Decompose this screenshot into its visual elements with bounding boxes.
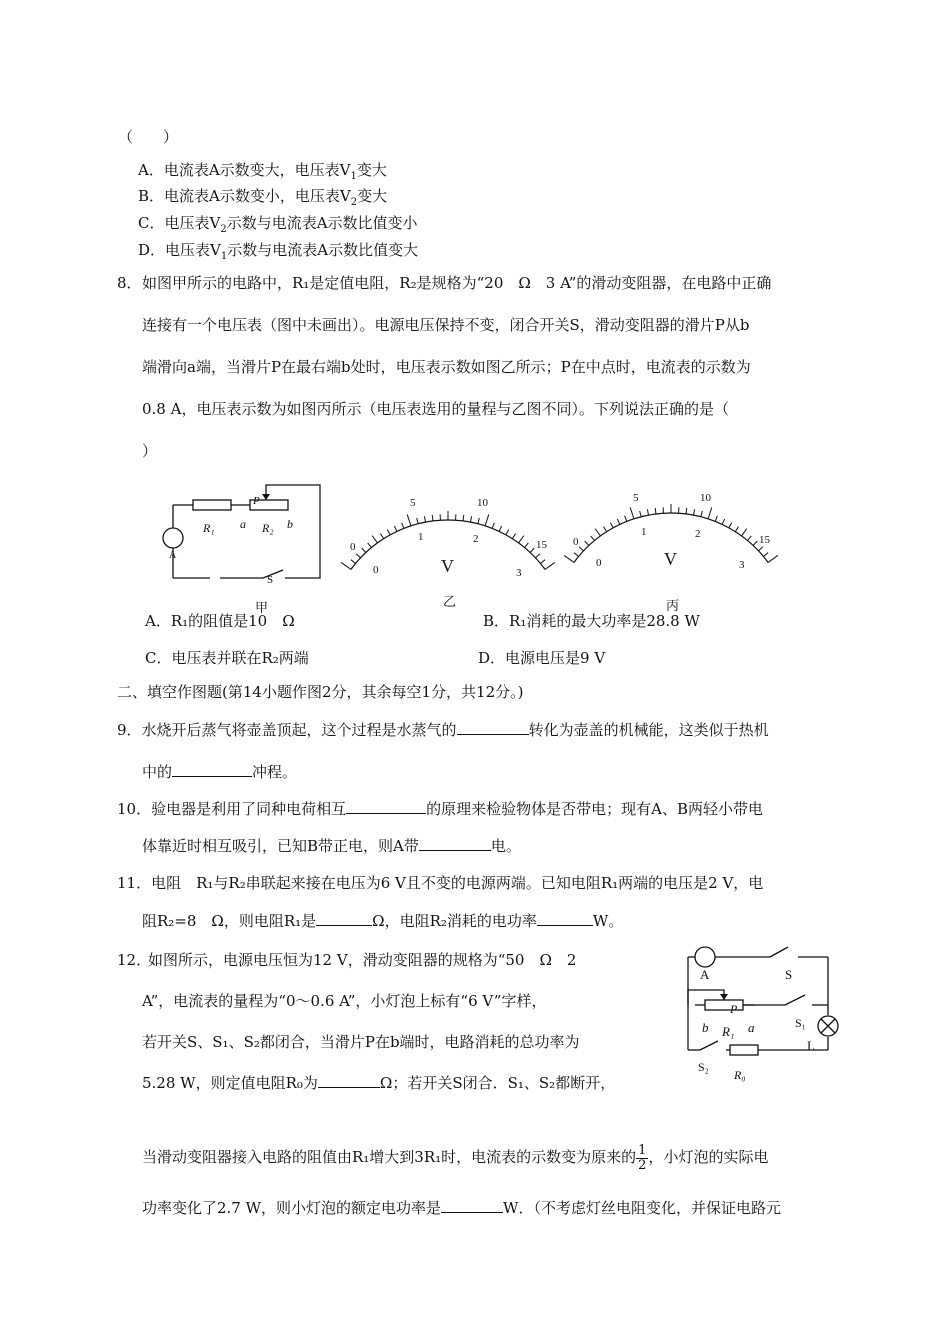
q12-s2-label: S₂	[698, 1060, 709, 1074]
q9-line1	[117, 720, 769, 740]
q7-option-letter: B．	[138, 187, 165, 205]
q7-option-text: 电流表A示数变小，电压表V	[164, 187, 351, 205]
scale-tick	[417, 518, 418, 524]
q7-option-c	[138, 213, 418, 240]
q9-blank-1[interactable]	[457, 720, 529, 735]
q9-text-d: 冲程。	[252, 763, 298, 781]
scale-tick	[564, 555, 574, 562]
q12-r0-label: R₀	[734, 1068, 746, 1082]
q12-r1-label: R₁	[722, 1024, 735, 1039]
scale-tick	[499, 526, 502, 531]
figure-yi-voltmeter	[340, 480, 555, 610]
scale-tick	[595, 529, 600, 536]
yi-upper-0: 0	[350, 541, 356, 553]
scale-tick	[763, 553, 768, 557]
scale-tick	[585, 541, 589, 545]
q7-option-letter: D．	[138, 241, 166, 259]
q10-number: 10．	[117, 800, 152, 818]
q10-text-a: 验电器是利用了同种电荷相互	[151, 800, 347, 818]
scale-tick	[722, 519, 725, 524]
scale-tick	[686, 508, 687, 514]
q12-l-label: L	[807, 1038, 815, 1053]
bing-lower-3: 3	[739, 559, 745, 571]
scale-tick	[545, 562, 555, 569]
yi-lower-3: 3	[516, 567, 522, 579]
scale-tick	[758, 547, 762, 551]
scale-tick	[747, 536, 751, 541]
scale-tick	[394, 526, 397, 531]
scale-tick	[506, 530, 509, 535]
scale-tick	[701, 511, 702, 517]
jia-switch-label: S	[267, 574, 274, 586]
scale-tick	[655, 508, 656, 514]
yi-lower-2: 2	[473, 533, 479, 545]
bing-upper-10: 10	[700, 492, 711, 504]
q8-line5: ）	[142, 442, 158, 460]
q11-text-a: 电阻 R₁与R₂串联起来接在电压为6 V且不变的电源两端。已知电阻R₁两端的电压是2 V，电	[151, 874, 764, 892]
scale-tick	[485, 514, 489, 525]
jia-a-label: a	[240, 517, 246, 531]
bing-upper-5: 5	[633, 492, 639, 504]
scale-tick	[753, 541, 757, 545]
fraction-numerator: 1	[638, 1142, 647, 1158]
scale-tick	[574, 553, 579, 557]
q12-text-6b: W．（不考虑灯丝电阻变化，并保证电路元	[503, 1199, 781, 1217]
q10-text-b: 的原理来检验物体是否带电；现有A、B两轻小带电	[426, 800, 763, 818]
figure-q12-circuit	[660, 935, 845, 1085]
q12-s-label: S	[785, 967, 793, 982]
q12-line5	[142, 1140, 768, 1174]
scale-tick	[647, 509, 648, 515]
q10-text-d: 电。	[490, 837, 521, 855]
q12-blank-1[interactable]	[318, 1073, 380, 1088]
bing-upper-15: 15	[759, 534, 770, 546]
q12-s1-label: S₁	[795, 1016, 806, 1030]
fraction-denominator: 2	[638, 1157, 647, 1173]
q8-line1: 如图甲所示的电路中，R₁是定值电阻，R₂是规格为“20 Ω 3 A”的滑动变阻器，在电路中正确	[142, 274, 772, 292]
q10-text-c: 体靠近时相互吸引，已知B带正电，则A带	[142, 837, 419, 855]
q11-text-c: Ω，电阻R₂消耗的电功率	[372, 912, 537, 930]
q7-option-subscript: 1	[220, 251, 228, 262]
yi-caption: 乙	[443, 594, 457, 609]
q12-text-6a: 功率变化了2.7 W，则小灯泡的额定电功率是	[142, 1199, 442, 1217]
scale-tick	[492, 523, 494, 529]
scale-tick	[535, 554, 539, 558]
scale-tick	[356, 554, 360, 558]
q8-option-c: C．电压表并联在R₂两端	[145, 649, 309, 667]
bing-lower-2: 2	[695, 528, 701, 540]
q7-option-subscript: 1	[350, 171, 357, 182]
figure-bing-voltmeter	[565, 475, 780, 613]
q11-line1	[117, 873, 763, 893]
q8-option-d: D．电源电压是9 V	[478, 649, 606, 667]
q7-option-after: 变大	[356, 161, 387, 179]
scale-tick	[512, 534, 515, 539]
yi-upper-5: 5	[410, 497, 416, 509]
scale-tick	[478, 518, 479, 524]
scale-tick	[742, 529, 747, 536]
scale-tick	[708, 507, 712, 518]
q9-text-a: 水烧开后蒸气将壶盖顶起，这个过程是水蒸气的	[141, 721, 457, 739]
scale-tick	[341, 562, 351, 569]
scale-tick	[591, 536, 595, 541]
q8-option-a: A．R₁的阻值是10 Ω	[145, 612, 295, 630]
q7-paren: （ ）	[118, 128, 179, 146]
scale-tick	[735, 527, 738, 532]
scale-tick	[380, 534, 383, 539]
scale-tick	[368, 543, 372, 548]
bing-upper-0: 0	[573, 536, 579, 548]
q7-option-text: 电压表V	[164, 214, 221, 232]
scale-tick	[362, 548, 366, 552]
scale-tick	[579, 547, 583, 551]
yi-v-symbol: V	[441, 556, 454, 576]
q7-option-a	[138, 160, 387, 187]
yi-lower-1: 1	[418, 531, 424, 543]
figure-jia-circuit	[155, 470, 330, 615]
q12-text-4b: Ω；若开关S闭合．S₁、S₂都断开，	[379, 1074, 616, 1092]
q10-blank-1[interactable]	[346, 799, 426, 814]
scale-tick	[630, 507, 634, 518]
q12-text-4a: 5.28 W，则定值电阻R₀为	[142, 1074, 318, 1092]
q11-blank-1[interactable]	[316, 911, 372, 926]
q9-number: 9．	[117, 721, 142, 739]
yi-upper-10: 10	[477, 497, 488, 509]
scale-tick	[610, 523, 613, 528]
q12-line1: 如图所示，电源电压恒为12 V，滑动变阻器的规格为“50 Ω 2	[148, 951, 577, 969]
q7-option-subscript: 2	[350, 197, 358, 208]
scale-tick	[540, 560, 545, 564]
q7-option-letter: A．	[138, 161, 164, 179]
q8-option-b: B．R₁消耗的最大功率是28.8 W	[483, 612, 700, 630]
q11-line2	[142, 911, 623, 931]
q11-blank-2[interactable]	[537, 911, 593, 926]
q7-option-text: 电流表A示数变大，电压表V	[163, 161, 351, 179]
q12-p-label: P	[730, 1002, 738, 1016]
q9-blank-2[interactable]	[172, 762, 252, 777]
scale-tick	[625, 516, 627, 522]
scale-tick	[387, 530, 390, 535]
q12-blank-2[interactable]	[441, 1198, 503, 1213]
scale-tick	[351, 560, 356, 564]
bing-v-symbol: V	[664, 549, 677, 569]
q7-option-after: 示数与电流表A示数比值变小	[226, 214, 418, 232]
q12-line6	[142, 1198, 781, 1218]
scale-tick	[693, 509, 694, 515]
q8-line2: 连接有一个电压表（图中未画出）。电源电压保持不变，闭合开关S，滑动变阻器的滑片P从b	[142, 316, 750, 334]
scale-tick	[530, 548, 534, 552]
scale-tick	[407, 514, 411, 525]
jia-ammeter-label: A	[169, 550, 177, 561]
scale-tick	[424, 516, 425, 522]
jia-b-label: b	[287, 517, 293, 531]
q9-line2	[142, 762, 297, 782]
scale-tick	[617, 519, 620, 524]
q12-a-label: a	[748, 1020, 755, 1035]
jia-caption: 甲	[255, 600, 269, 615]
q7-option-subscript: 2	[220, 224, 227, 235]
q8-number: 8．	[117, 274, 142, 292]
q12-b-label: b	[702, 1020, 709, 1035]
q12-ammeter-label: A	[700, 967, 710, 982]
scale-tick	[463, 515, 464, 521]
yi-lower-0: 0	[373, 564, 379, 576]
fraction-one-half	[636, 1144, 648, 1173]
q7-option-after: 变大	[357, 187, 388, 205]
q12-number: 12．	[117, 951, 152, 969]
yi-upper-15: 15	[536, 539, 547, 551]
section-2-heading: 二、填空作图题(第14小题作图2分，其余每空1分，共12分。)	[117, 683, 524, 701]
q7-option-after: 示数与电流表A示数比值变大	[227, 241, 419, 259]
scale-tick	[729, 523, 732, 528]
q7-option-d	[138, 240, 418, 267]
q12-line4	[142, 1073, 615, 1093]
scale-tick	[715, 516, 717, 522]
q9-text-b: 转化为壶盖的机械能，这类似于热机	[528, 721, 769, 739]
bing-lower-0: 0	[596, 557, 602, 569]
scale-tick	[603, 527, 606, 532]
q10-line1	[117, 799, 763, 819]
q11-text-b: 阻R₂=8 Ω，则电阻R₁是	[142, 912, 317, 930]
bing-lower-1: 1	[641, 526, 647, 538]
scale-tick	[524, 543, 528, 548]
jia-p-label: P	[253, 495, 260, 507]
scale-tick	[768, 555, 778, 562]
scale-tick	[470, 516, 471, 522]
q12-line2: A”，电流表的量程为“0～0.6 A”，小灯泡上标有“6 V”字样，	[142, 992, 547, 1010]
jia-r2-label: R₂	[262, 521, 274, 535]
scale-tick	[640, 511, 641, 517]
bing-caption: 丙	[666, 598, 680, 613]
q7-option-letter: C．	[138, 214, 165, 232]
scale-tick	[372, 536, 377, 543]
q9-text-c: 中的	[142, 763, 173, 781]
jia-r1-label: R₁	[203, 521, 215, 535]
q12-line3: 若开关S、S₁、S₂都闭合，当滑片P在b端时，电路消耗的总功率为	[142, 1033, 580, 1051]
q7-option-text: 电压表V	[165, 241, 221, 259]
q7-option-b	[138, 186, 387, 213]
q11-text-d: W。	[592, 912, 624, 930]
q12-text-5b: ，小灯泡的实际电	[648, 1148, 769, 1166]
scale-tick	[519, 536, 524, 543]
q10-line2	[142, 836, 521, 856]
q12-text-5a: 当滑动变阻器接入电路的阻值由R₁增大到3R₁时，电流表的示数变为原来的	[142, 1148, 637, 1166]
q10-blank-2[interactable]	[419, 836, 491, 851]
scale-tick	[432, 515, 433, 521]
q8-line3: 端滑向a端，当滑片P在最右端b处时，电压表示数如图乙所示；P在中点时，电流表的示数为	[142, 358, 751, 376]
q11-number: 11．	[117, 874, 152, 892]
q8-line4: 0.8 A，电压表示数为如图丙所示（电压表选用的量程与乙图不同）。下列说法正确的是（	[142, 400, 729, 418]
scale-tick	[402, 523, 404, 529]
